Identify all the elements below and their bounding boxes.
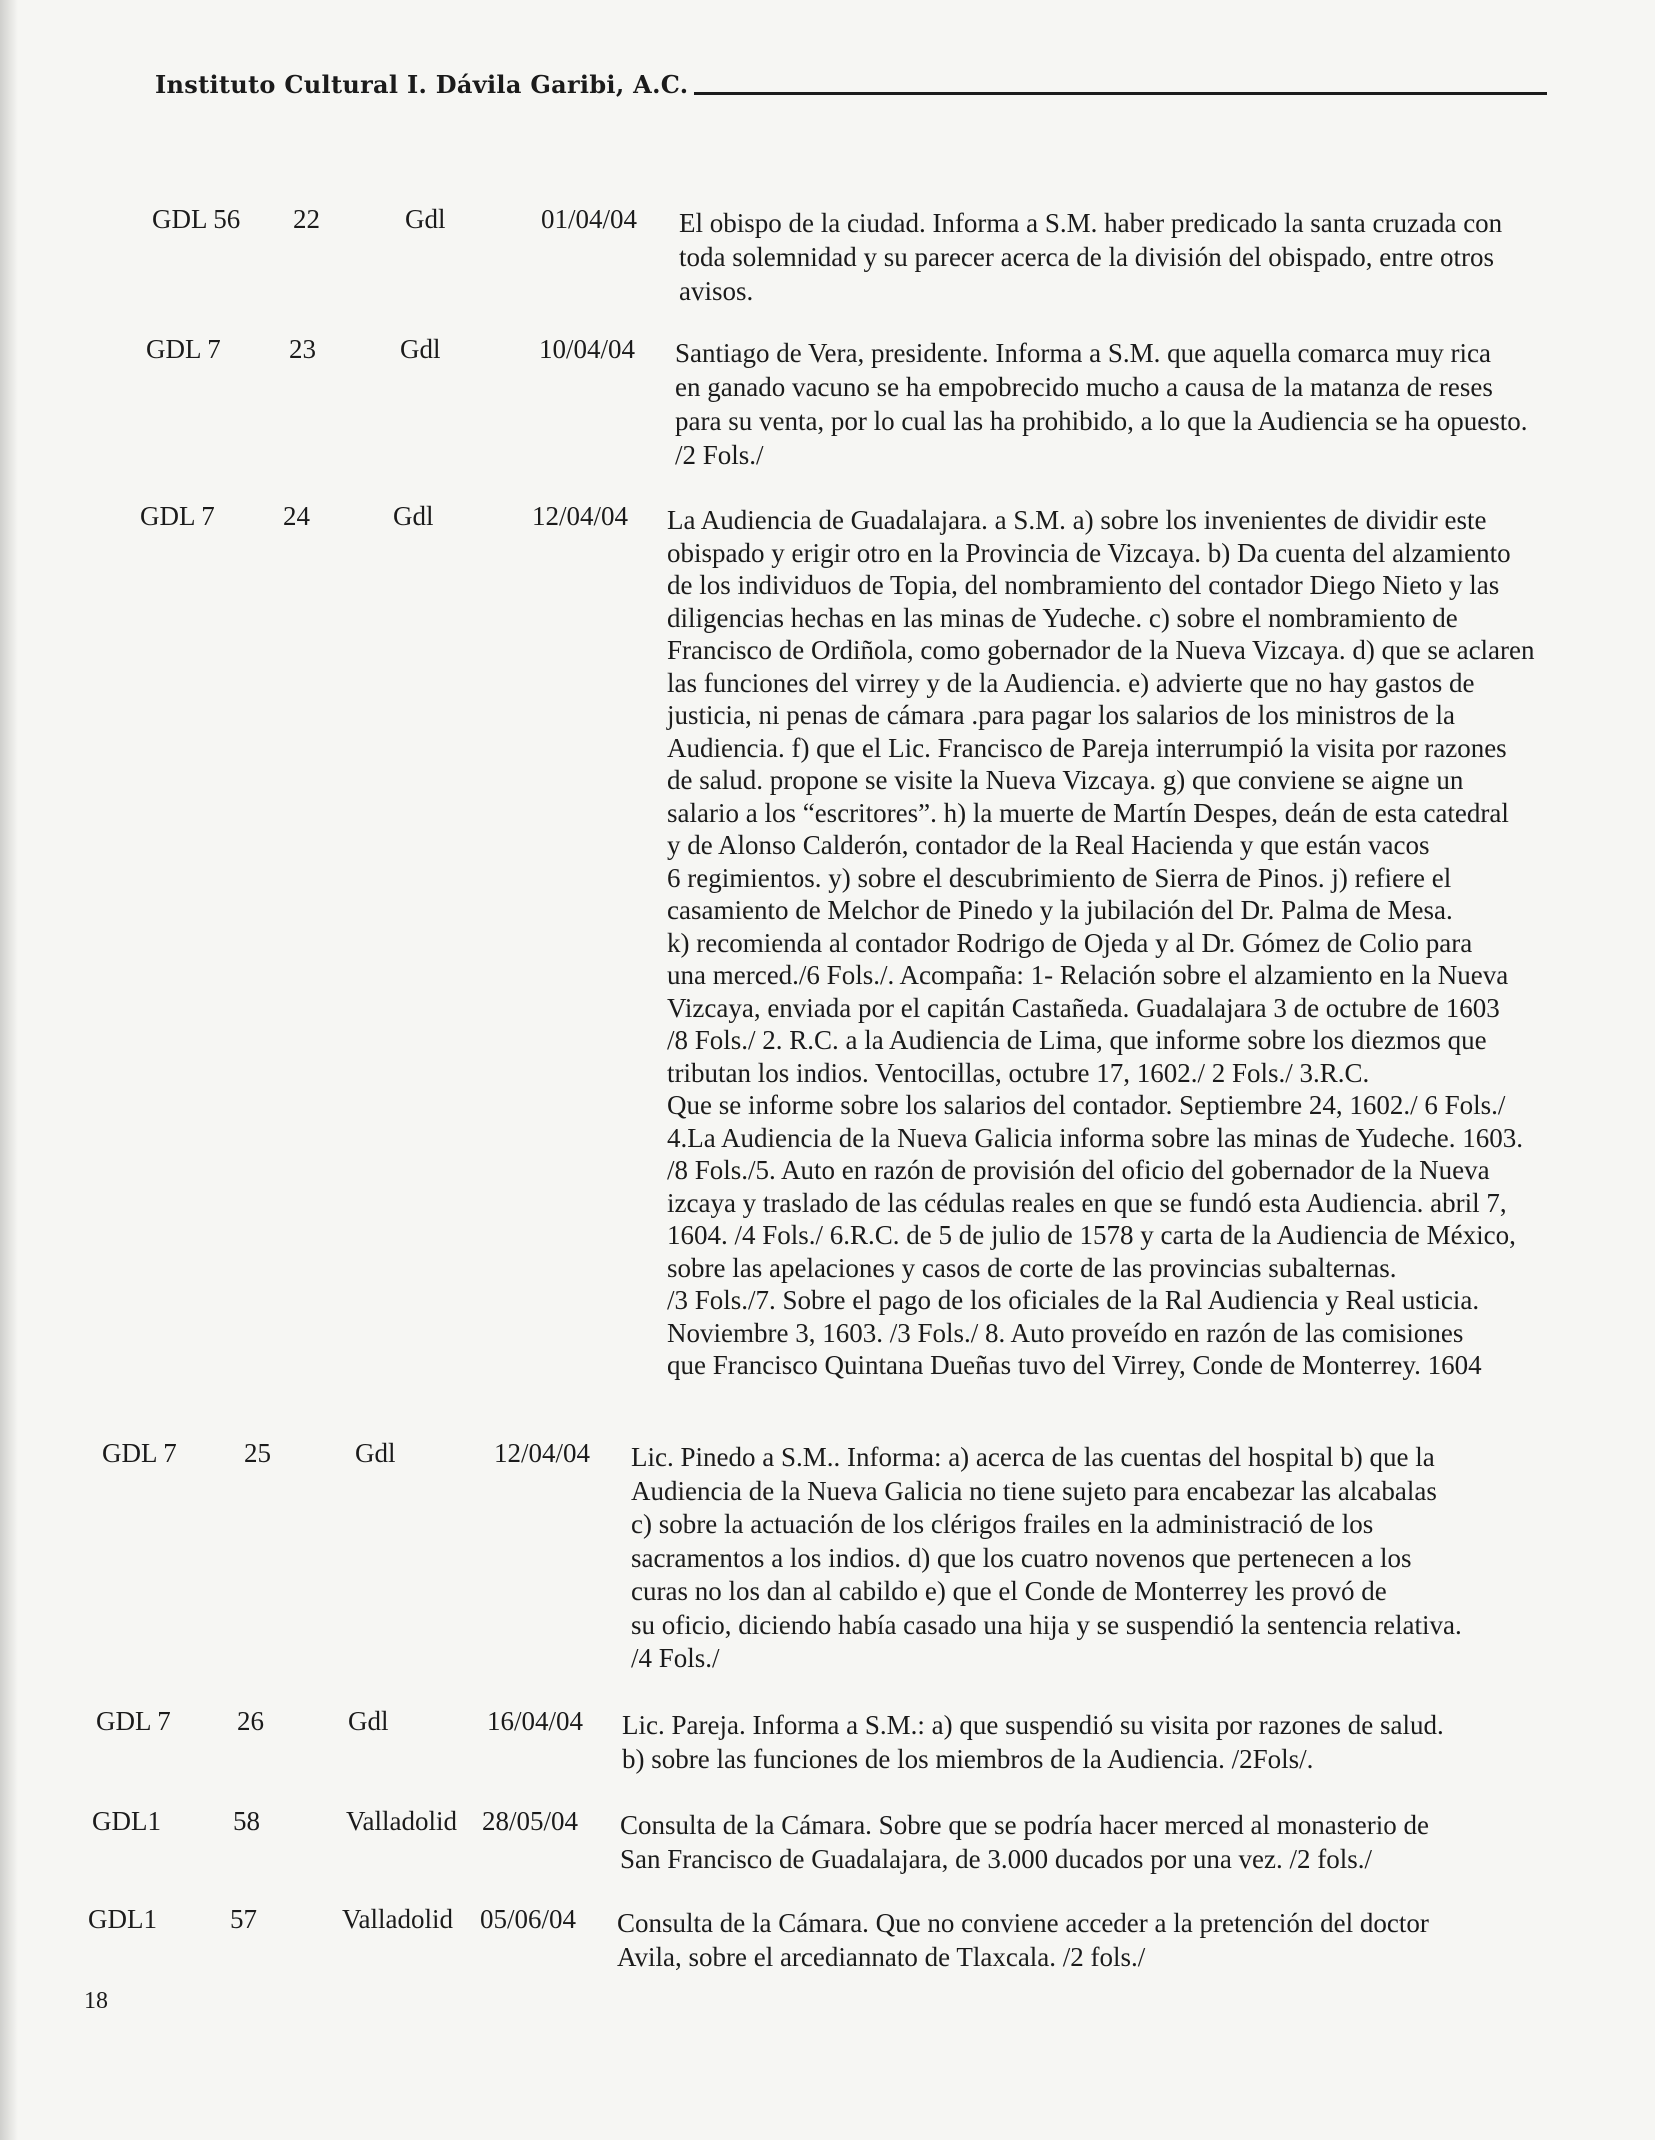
description-line: Consulta de la Cámara. Sobre que se podría hacer merced al monasterio de [620,1810,1429,1840]
entry-date: 05/06/04 [480,1904,577,1934]
entry-number: 58 [233,1806,260,1836]
description-line: y de Alonso Calderón, contador de la Real Hacienda y que están vacos [667,830,1430,860]
description-line: k) recomienda al contador Rodrigo de Ojeda y al Dr. Gómez de Colio para [667,927,1473,958]
entry-date: 12/04/04 [494,1438,591,1468]
entry-ref: GDL 7 [146,334,221,364]
description-line: obispado y erigir otro en la Provincia de Vizcaya. b) Da cuenta del alzamiento [667,537,1511,568]
entry-place: Valladolid [342,1904,453,1934]
entry-ref: GDL 7 [140,501,215,531]
entry-place: Gdl [348,1706,389,1736]
entry-description [675,336,1528,472]
description-line: de los individuos de Topia, del nombramiento del contador Diego Nieto y las [667,570,1500,600]
description-line: salario a los “escritores”. h) la muerte de Martín Despes, deán de esta catedral [667,797,1509,828]
description-line: /8 Fols./ 2. R.C. a la Audiencia de Lima, que informe sobre los diezmos que [667,1025,1487,1055]
entry-number: 24 [283,501,310,531]
description-line: una merced./6 Fols./. Acompaña: 1- Relación sobre el alzamiento en la Nueva [667,960,1509,990]
description-line: Consulta de la Cámara. Que no conviene acceder a la pretención del doctor [617,1908,1429,1938]
entry-description [620,1808,1429,1876]
description-line: diligencias hechas en las minas de Yudeche. c) sobre el nombramiento de [667,602,1458,633]
description-line: su oficio, diciendo había casado una hija y se suspendió la sentencia relativa. [631,1609,1462,1640]
entry-date: 01/04/04 [541,204,638,234]
description-line: La Audiencia de Guadalajara. a S.M. a) sobre los invenientes de dividir este [667,505,1487,535]
entry-ref: GDL1 [88,1904,157,1934]
entry-number: 26 [237,1706,264,1736]
entry-description [679,206,1502,308]
description-line: Audiencia. f) que el Lic. Francisco de Pareja interrumpió la visita por razones [667,732,1507,763]
entry-date: 28/05/04 [482,1806,579,1836]
entry-ref: GDL 7 [102,1438,177,1468]
description-line: /8 Fols./5. Auto en razón de provisión del oficio del gobernador de la Nueva [667,1155,1490,1185]
description-line: toda solemnidad y su parecer acerca de la división del obispado, entre otros [679,242,1494,272]
description-line: Audiencia de la Nueva Galicia no tiene sujeto para encabezar las alcabalas [631,1475,1437,1506]
description-line: Lic. Pinedo a S.M.. Informa: a) acerca de las cuentas del hospital b) que la [631,1442,1435,1472]
description-line: sobre las apelaciones y casos de corte de las provincias subalternas. [667,1252,1397,1283]
description-line: Vizcaya, enviada por el capitán Castañeda. Guadalajara 3 de octubre de 1603 [667,992,1500,1023]
description-line: Francisco de Ordiñola, como gobernador de la Nueva Vizcaya. d) que se aclaren [667,635,1535,665]
entry-description [622,1708,1444,1776]
description-line: para su venta, por lo cual las ha prohibido, a lo que la Audiencia se ha opuesto. [675,406,1528,436]
entry-place: Gdl [393,501,434,531]
description-line: casamiento de Melchor de Pinedo y la jubilación del Dr. Palma de Mesa. [667,895,1453,925]
description-line: /2 Fols./ [675,440,764,470]
entry-date: 10/04/04 [539,334,636,364]
description-line: c) sobre la actuación de los clérigos frailes en la administració de los [631,1509,1374,1539]
entry-description [617,1906,1429,1974]
description-line: avisos. [679,276,754,306]
entry-place: Valladolid [346,1806,457,1836]
description-line: /3 Fols./7. Sobre el pago de los oficiales de la Ral Audiencia y Real usticia. [667,1285,1480,1315]
description-line: tributan los indios. Ventocillas, octubre 17, 1602./ 2 Fols./ 3.R.C. [667,1057,1370,1088]
description-line: b) sobre las funciones de los miembros de la Audiencia. /2Fols/. [622,1744,1314,1774]
entry-ref: GDL 7 [96,1706,171,1736]
header-title: Instituto Cultural I. Dávila Garibi, A.C. [155,70,689,99]
entry-place: Gdl [355,1438,396,1468]
entry-number: 22 [293,204,320,234]
entry-place: Gdl [400,334,441,364]
entry-date: 16/04/04 [487,1706,584,1736]
description-line: justicia, ni penas de cámara .para pagar los salarios de los ministros de la [667,700,1455,730]
description-line: Santiago de Vera, presidente. Informa a S.M. que aquella comarca muy rica [675,338,1491,368]
description-line: las funciones del virrey y de la Audiencia. e) advierte que no hay gastos de [667,667,1475,698]
description-line: Avila, sobre el arcediannato de Tlaxcala. /2 fols./ [617,1942,1146,1972]
entry-ref: GDL 56 [152,204,241,234]
description-line: sacramentos a los indios. d) que los cuatro novenos que pertenecen a los [631,1542,1412,1573]
description-line: curas no los dan al cabildo e) que el Conde de Monterrey les provó de [631,1576,1387,1606]
entry-number: 57 [230,1904,257,1934]
description-line: 1604. /4 Fols./ 6.R.C. de 5 de julio de 1578 y carta de la Audiencia de México, [667,1220,1516,1250]
description-line: izcaya y traslado de las cédulas reales en que se fundó esta Audiencia. abril 7, [667,1187,1507,1218]
entry-description [667,504,1535,1382]
entry-number: 25 [244,1438,271,1468]
description-line: San Francisco de Guadalajara, de 3.000 ducados por una vez. /2 fols./ [620,1844,1373,1874]
entry-date: 12/04/04 [532,501,629,531]
entry-number: 23 [289,334,316,364]
description-line: 6 regimientos. y) sobre el descubrimiento de Sierra de Pinos. j) refiere el [667,862,1452,893]
page-number: 18 [84,1988,108,2014]
description-line: /4 Fols./ [631,1643,720,1673]
entry-ref: GDL1 [92,1806,161,1836]
description-line: El obispo de la ciudad. Informa a S.M. haber predicado la santa cruzada con [679,208,1503,238]
description-line: en ganado vacuno se ha empobrecido mucho a causa de la matanza de reses [675,372,1493,402]
entry-description [631,1441,1462,1676]
entry-place: Gdl [405,204,446,234]
description-line: Que se informe sobre los salarios del contador. Septiembre 24, 1602./ 6 Fols./ [667,1090,1506,1120]
description-line: de salud. propone se visite la Nueva Vizcaya. g) que conviene se aigne un [667,765,1464,795]
description-line: 4.La Audiencia de la Nueva Galicia informa sobre las minas de Yudeche. 1603. [667,1122,1523,1153]
description-line: Lic. Pareja. Informa a S.M.: a) que suspendió su visita por razones de salud. [622,1710,1444,1740]
description-line: que Francisco Quintana Dueñas tuvo del Virrey, Conde de Monterrey. 1604 [667,1350,1482,1380]
description-line: Noviembre 3, 1603. /3 Fols./ 8. Auto proveído en razón de las comisiones [667,1317,1464,1348]
